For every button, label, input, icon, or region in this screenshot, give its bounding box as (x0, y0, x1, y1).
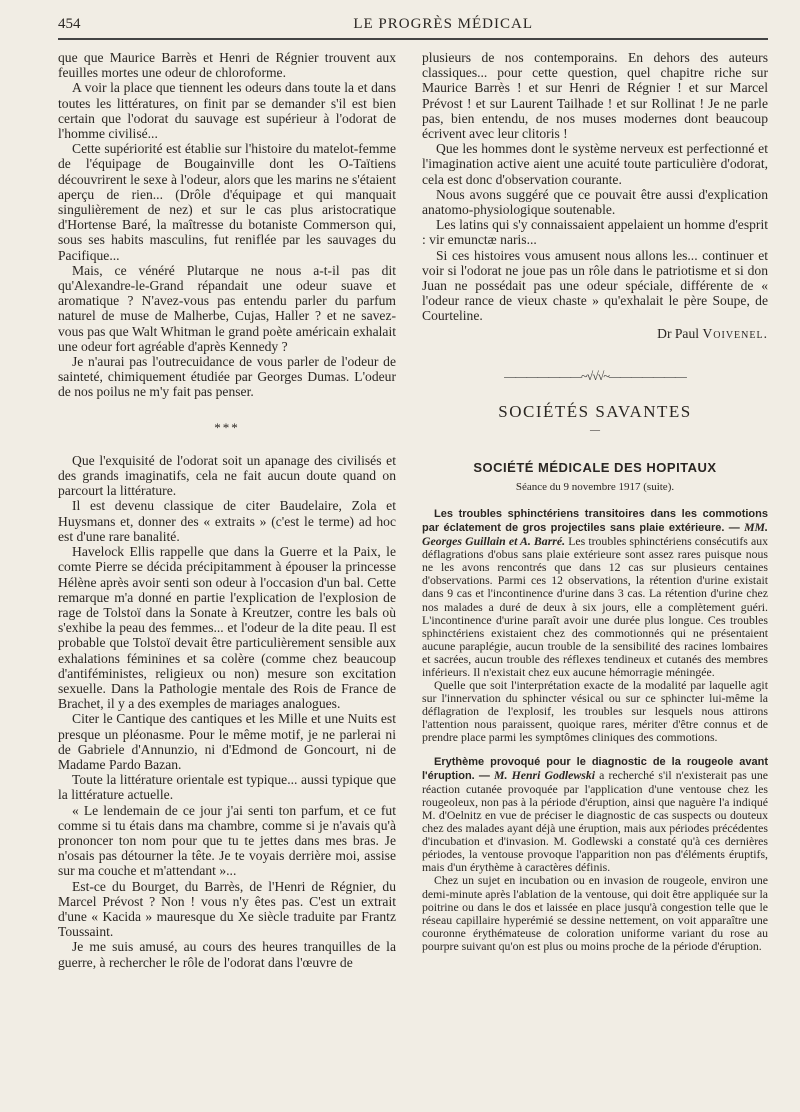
article-erytheme-rougeole (422, 755, 768, 953)
paragraph: « Le lendemain de ce jour j'ai senti ton parfum, et ce fut comme si tu étais dans ma chambre, comme si je n'avais qu'à prononcer ton nom pour que tu te jettes dans mes bras. Je n'osais pas détourner la tête. Je te voyais derrière moi, assise sur ma couche et m'attendant »... (58, 802, 396, 879)
paragraph: que que Maurice Barrès et Henri de Régnier trouvent aux feuilles mortes une odeur de chloroforme. (58, 50, 396, 81)
signature-name: Voivenel. (702, 325, 768, 341)
paragraph: Il est devenu classique de citer Baudelaire, Zola et Huysmans et, donner des « extraits » (c'est le terme) ad hoc est d'une rare banalité. (58, 498, 396, 544)
paragraph: Chez un sujet en incubation ou en invasion de rougeole, environ une demi-minute après l'ablation de la ventouse, qui doit être appliquée sur la poitrine ou dans le dos et laissée en place jusqu'à congestion telle que le réseau capillaire hyperémié se dessine nettement, on voit apparaître une couronne érythémateuse de coloration uniforme variant du rose au pourpre suivant qu'on est plus ou moins proche de la période d'éruption. (422, 873, 768, 953)
page-header (58, 16, 768, 36)
paragraph: Que l'exquisité de l'odorat soit un apanage des civilisés et des grands imaginatifs, cela ne fait aucun doute quand on parcourt la littérature. (58, 452, 396, 499)
paragraph: Est-ce du Bourget, du Barrès, de l'Henri de Régnier, du Marcel Prévost ? Non ! vous n'y êtes pas. C'est un extrait d'une « Kacida » mauresque du Xe siècle traduite par Frantz Toussaint. (58, 878, 396, 940)
running-title: LE PROGRÈS MÉDICAL (353, 16, 533, 32)
section-break-stars: *** (214, 419, 240, 435)
page-number: 454 (58, 16, 81, 32)
paragraph: Si ces histoires vous amusent nous allons les... continuer et voir si l'odorat ne joue pas un rôle dans le patriotisme et si don Juan ne possédait pas une odeur spéciale, différente de « l'odeur rance de vieux chaste » qu'exhalait le père Soupe, de Courteline. (422, 247, 768, 324)
paragraph: Je n'aurai pas l'outrecuidance de vous parler de l'odeur de sainteté, chimiquement étudiée par Georges Dumas. L'odeur de nos poilus ne m'y fait pas penser. (58, 354, 396, 400)
article-authors: M. Henri Godlewski (494, 767, 595, 782)
paragraph: plusieurs de nos contemporains. En dehors des auteurs classiques... pour cette question, quel chapitre riche sur Maurice Barrès ! et sur Henri de Régnier ! et sur Marcel Prévost ! et sur Laurent Tailhade ! et sur Rollinat ! Je ne parle pas, bien entendu, de nos muses modernes dont beaucoup écrivent avec leur clitoris ! (422, 50, 768, 142)
paragraph: Quelle que soit l'interprétation exacte de la modalité par laquelle agit sur l'innervation du sphincter vésical ou sur ce sphincter lui-même la déflagration de l'explosif, les troubles sur lesquels nous attirons l'attention nous paraissent, quoique rares, mériter d'être connus et de prendre place parmi les symptômes cliniques des commotions. (422, 678, 768, 745)
signature-prefix: Dr Paul (657, 325, 700, 341)
article-authors: MM. Georges Guillain et A. Barré. (422, 519, 768, 549)
article-lead: Les troubles sphinctériens transitoires dans les commotions par éclatement de gros projectiles sans plaie extérieure. — (422, 507, 768, 534)
article-body: a recherché s'il n'existerait pas une réaction cutanée provoquée par l'application d'une ventouse chez les rougeoleux, non pas à la période d'éruption, ainsi que naguère l'a indiqué M. d'Oelnitz en vue de préciser le diagnostic de cas suspects ou douteux chez des malades ayant déjà une éruption, mais aux périodes précédentes d'incubation et d'invasion. M. Godlewski a constaté qu'à ces dernières périodes, la ventouse provoque l'apparition non pas d'éléments éruptifs, mais d'un érythème à caractères définis. (422, 767, 768, 875)
ornamental-divider: ———————~√√√~——————— (504, 368, 686, 383)
paragraph: Je me suis amusé, au cours des heures tranquilles de la guerre, à rechercher le rôle de l'odorat dans l'œuvre de (58, 939, 396, 970)
paragraph: Mais, ce vénéré Plutarque ne nous a-t-il pas dit qu'Alexandre-le-Grand répandait une odeur suave et aromatique ? N'avez-vous pas entendu parler du parfum naturel de muse de Malherbe, Cujas, Haller ? et ne savez-vous pas que Walt Whitman le grand poète américain exhalait une odeur fort agréable d'après Kennedy ? (58, 262, 396, 354)
article-troubles-sphincteriens (422, 507, 768, 745)
society-heading: SOCIÉTÉ MÉDICALE DES HOPITAUX (473, 460, 717, 476)
session-date: Séance du 9 novembre 1917 (suite). (515, 480, 675, 493)
paragraph: Les latins qui s'y connaissaient appelaient un homme d'esprit : vir emunctæ naris... (422, 217, 768, 248)
paragraph: Cette supériorité est établie sur l'histoire du matelot-femme de l'équipage de Bougainville dont les O-Taïtiens découvrirent le sexe à l'odeur, alors que les marins ne s'étaient aperçu de rien... (Drôle d'équipage et qui manquait singulièrement de nez) et sur le cas plus aristocratique d'Hortense Baré, la maîtresse du botaniste Commerson qui, sous ses habits masculins, fut reniflée par les sauvages du Pacifique... (58, 141, 396, 263)
paragraph: Citer le Cantique des cantiques et les Mille et une Nuits est presque un pléonasme. Pour le même motif, je ne parlerai ni de Gabriele d'Annunzio, ni d'Edmond de Goncourt, ni de Madame Pardo Bazan. (58, 711, 396, 772)
section-title: SOCIÉTÉS SAVANTES (498, 402, 692, 422)
left-column (58, 50, 396, 970)
paragraph: Nous avons suggéré que ce pouvait être aussi d'explication anatomo-physiologique soutenable. (422, 186, 768, 218)
author-signature (422, 326, 768, 341)
paragraph: Toute la littérature orientale est typique... aussi typique que la littérature actuelle. (58, 772, 396, 803)
header-rule (58, 38, 768, 40)
article-lead: Erythème provoqué pour le diagnostic de la rougeole avant l'éruption. — (422, 755, 768, 782)
paragraph: A voir la place que tiennent les odeurs dans toute la et dans toutes les littératures, on finit par se demander s'il est bien certain que l'odorat du sauvage est supérieur à l'odorat de l'homme civilisé... (58, 80, 396, 142)
article-body: Les troubles sphinctériens consécutifs aux déflagrations d'obus sans plaie extérieure sont assez rares puisque nous ne les avons rencontrés que dans 12 cas sur plusieurs centaines d'observations. Parmi ces 12 observations, la rétention d'urine existait dans 9 cas et l'incontinence d'urine dans 3 cas. La rétention d'urine chez nos malades a duré de deux à six jours, elle a complètement guéri. L'incontinence d'urine paraît avoir une durée plus longue. Ces troubles sphinctériens existaient chez des commotionnés qui ne présentaient aucune paraplégie, aucun trouble de la sensibilité des racines lombaires et sacrées, aucun trouble des réflexes tendineux et cutanés des membres inférieurs. Il n'existait chez eux aucune hémorragie méningée. (422, 534, 768, 679)
section-dash: — (590, 425, 600, 437)
paragraph: Havelock Ellis rappelle que dans la Guerre et la Paix, le comte Pierre se décida précipitamment à épouser la princesse Hélène après avoir senti son odeur à l'occasion d'un bal. Cette remarque m'a donné en partie l'explication de l'explosion de rage de Tolstoï dans la Sonate à Kreutzer, contre les bals où s'exhibe la peau des femmes... et l'odeur de la dite peau. Il est probable que Tolstoï devait être particulièrement sensible aux exhalations féminines et sa colère (comme chez beaucoup d'antiféministes, religieux ou non) mesure son excitation sexuelle. Dans la Pathologie mentale des Rois de France de Brachet, il y a des exemples de mariages analogues. (58, 544, 396, 712)
right-column (422, 50, 768, 953)
paragraph: Que les hommes dont le système nerveux est perfectionné et l'imagination active aient une acuité toute particulière d'odorat, cela est donc d'observation courante. (422, 141, 768, 187)
